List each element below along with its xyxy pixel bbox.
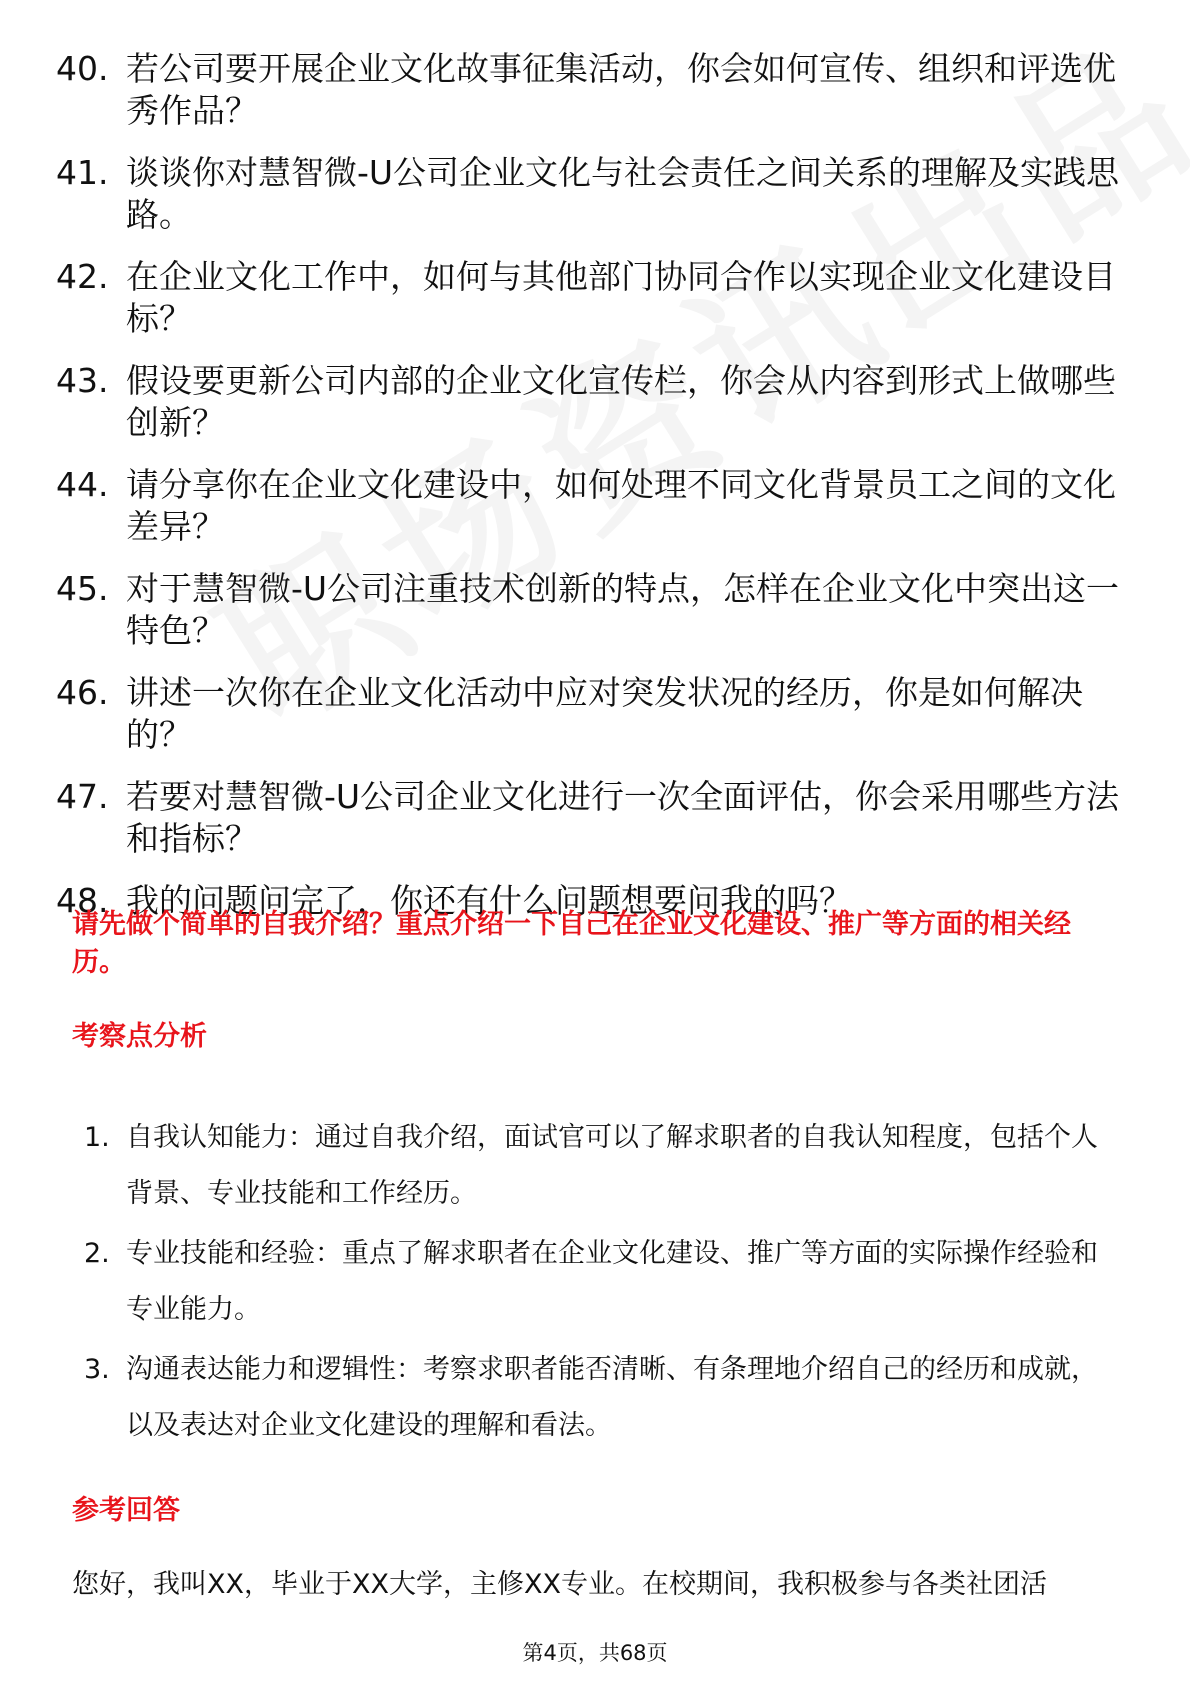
item-text: 专业技能和经验：重点了解求职者在企业文化建设、推广等方面的实际操作经验和专业能力。	[126, 1238, 1098, 1325]
question-text: 在企业文化工作中，如何与其他部门协同合作以实现企业文化建设目标？	[126, 257, 1116, 338]
question-text: 请分享你在企业文化建设中，如何处理不同文化背景员工之间的文化差异？	[126, 465, 1116, 546]
list-item	[0, 1226, 1190, 1338]
question-text: 若公司要开展企业文化故事征集活动，你会如何宣传、组织和评选优秀作品？	[126, 49, 1116, 130]
question-number: 47.	[56, 777, 109, 816]
page-footer: 第4页，共68页	[522, 1641, 668, 1665]
answer-paragraph: 您好，我叫XX，毕业于XX大学，主修XX专业。在校期间，我积极参与各类社团活	[72, 1569, 1047, 1600]
question-text: 若要对慧智微-U公司企业文化进行一次全面评估，你会采用哪些方法和指标？	[126, 777, 1120, 858]
question-text: 我的问题问完了，你还有什么问题想要问我的吗？	[126, 881, 852, 920]
item-number: 1.	[84, 1122, 110, 1153]
analysis-list	[0, 1110, 1190, 1458]
question-text: 讲述一次你在企业文化活动中应对突发状况的经历，你是如何解决的？	[126, 673, 1083, 754]
list-item	[0, 1342, 1190, 1454]
section-question-heading: 请先做个简单的自我介绍？重点介绍一下自己在企业文化建设、推广等方面的相关经历。	[72, 909, 1071, 978]
question-list	[0, 48, 1190, 942]
question-number: 46.	[56, 673, 109, 712]
question-text: 谈谈你对慧智微-U公司企业文化与社会责任之间关系的理解及实践思路。	[126, 153, 1120, 234]
question-number: 42.	[56, 257, 109, 296]
question-item	[0, 568, 1190, 652]
question-item	[0, 464, 1190, 548]
question-number: 43.	[56, 361, 109, 400]
item-text: 沟通表达能力和逻辑性：考察求职者能否清晰、有条理地介绍自己的经历和成就，以及表达对企业文化建设的理解和看法。	[126, 1354, 1098, 1441]
question-item	[0, 360, 1190, 444]
question-number: 45.	[56, 569, 109, 608]
list-item	[0, 1110, 1190, 1222]
item-number: 3.	[84, 1354, 110, 1385]
analysis-heading: 考察点分析	[72, 1021, 207, 1052]
question-item	[0, 672, 1190, 756]
question-text: 对于慧智微-U公司注重技术创新的特点，怎样在企业文化中突出这一特色？	[126, 569, 1120, 650]
question-item	[0, 152, 1190, 236]
question-item	[0, 48, 1190, 132]
question-text: 假设要更新公司内部的企业文化宣传栏，你会从内容到形式上做哪些创新？	[126, 361, 1116, 442]
item-number: 2.	[84, 1238, 110, 1269]
question-number: 44.	[56, 465, 109, 504]
question-item	[0, 256, 1190, 340]
question-item	[0, 776, 1190, 860]
question-number: 48.	[56, 881, 109, 920]
answer-heading: 参考回答	[72, 1495, 180, 1526]
question-number: 41.	[56, 153, 109, 192]
question-number: 40.	[56, 49, 109, 88]
item-text: 自我认知能力：通过自我介绍，面试官可以了解求职者的自我认知程度，包括个人背景、专业技能和工作经历。	[126, 1122, 1098, 1209]
